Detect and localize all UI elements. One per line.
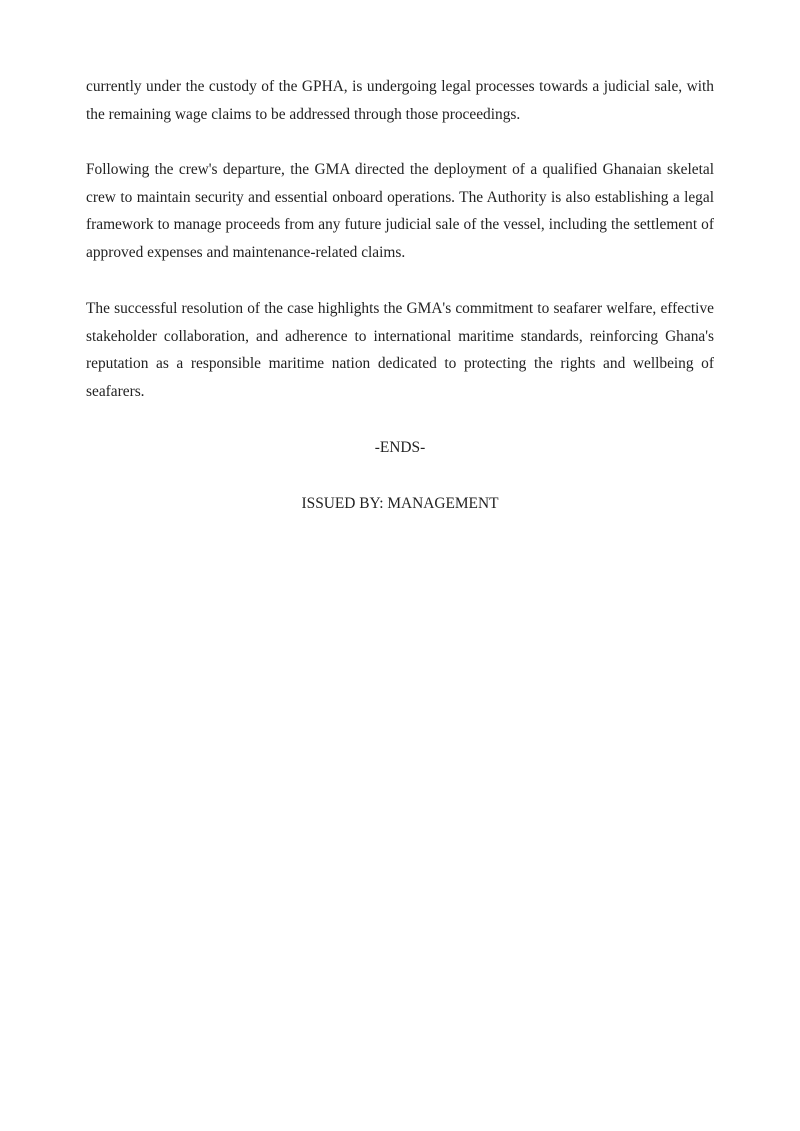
issued-by-line: ISSUED BY: MANAGEMENT bbox=[301, 495, 499, 512]
paragraph-resolution: The successful resolution of the case highlights the GMA's commitment to seafarer welfare, effective stakeholder collaboration, and adherence to international maritime standards, reinforcing Ghana's reputation as a responsible maritime nation dedicated to protecting the rights and wellbeing of seafarers. bbox=[86, 300, 714, 400]
paragraph-skeletal-crew: Following the crew's departure, the GMA directed the deployment of a qualified Ghanaian skeletal crew to maintain security and essential onboard operations. The Authority is also establishing a legal framework to manage proceeds from any future judicial sale of the vessel, including the settlement of approved expenses and maintenance-related claims. bbox=[86, 161, 714, 261]
ends-marker: -ENDS- bbox=[374, 439, 426, 456]
paragraph-wage-claims: currently under the custody of the GPHA, is undergoing legal processes towards a judicial sale, with the remaining wage claims to be addressed through those proceedings. bbox=[86, 78, 714, 123]
